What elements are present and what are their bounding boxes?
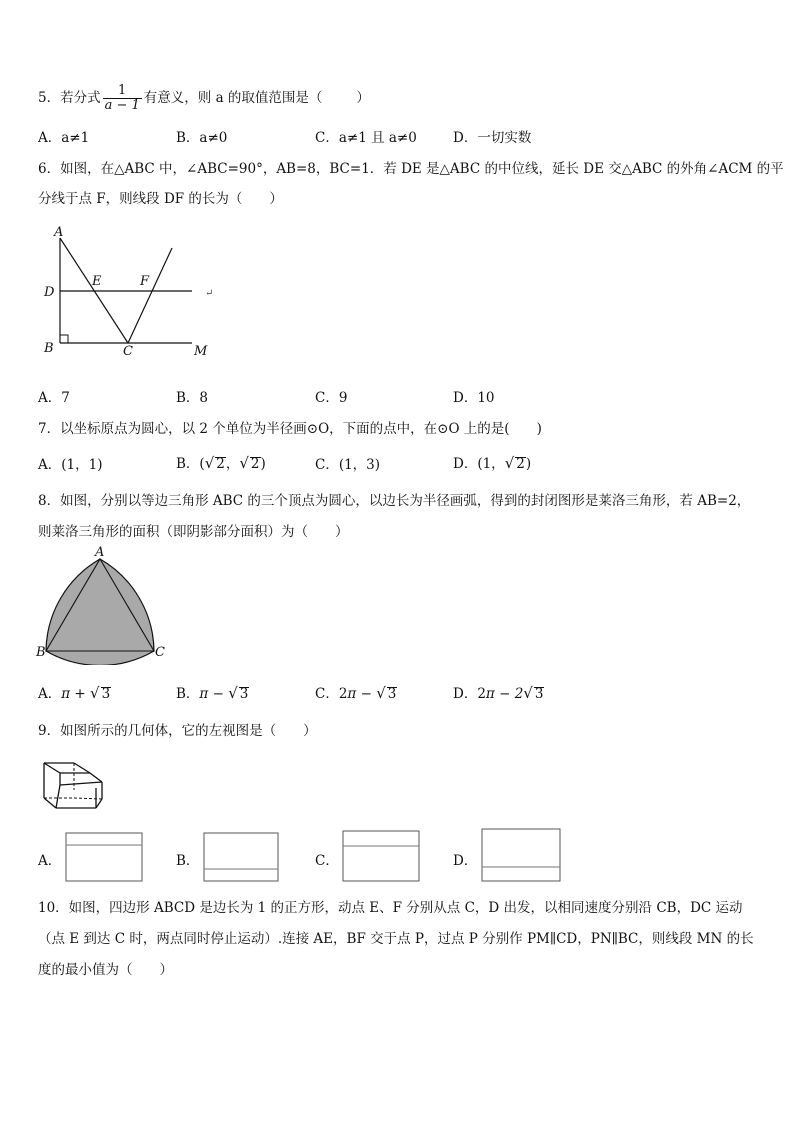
q5-option-c: C．a≠1 且 a≠0 <box>315 130 417 146</box>
q5-prefix: 5．若分式 <box>38 90 101 106</box>
q8-option-b: B．π − √ 3 <box>176 684 249 702</box>
q6-figure <box>40 222 230 362</box>
q7-option-d: D．(1，√ 2) <box>453 454 532 472</box>
q8-option-a-radicand: 3 <box>101 686 111 702</box>
q8-option-d-prefix: D．2 <box>453 686 486 702</box>
q8-option-d-expr: π − 2 <box>485 686 524 702</box>
q8-reuleaux-figure <box>34 543 174 665</box>
q8-label-c: C <box>155 645 165 660</box>
q8-option-c: C．2π − √ 3 <box>315 684 397 702</box>
q8-option-b-prefix: B． <box>176 686 200 702</box>
q6-option-b: B．8 <box>176 390 209 406</box>
q8-option-a-prefix: A． <box>38 686 62 702</box>
q8-label-a: A <box>95 545 105 560</box>
question-9-stem: 9．如图所示的几何体，它的左视图是（ ） <box>38 723 317 739</box>
q7-option-b-suffix: ) <box>260 456 266 472</box>
q5-fraction-denominator: a − 1 <box>104 98 140 113</box>
question-10-line1: 10．如图，四边形 ABCD 是边长为 1 的正方形，动点 E、F 分别从点 C，D 出发，以相同速度分别沿 CB，DC 运动 <box>38 900 743 916</box>
q9-option-d-label: D． <box>453 853 478 869</box>
q6-label-c: C <box>123 344 133 359</box>
q6-line-cf <box>128 248 172 343</box>
q8-option-c-radicand: 3 <box>387 686 397 702</box>
q7-option-d-prefix: D．(1， <box>453 456 505 472</box>
q6-label-d: D <box>44 285 55 300</box>
q7-option-d-radicand: 2 <box>516 456 525 472</box>
q6-label-a: A <box>54 225 64 240</box>
q5-option-a: A．a≠1 <box>38 130 90 146</box>
q7-option-b-radicand-2: 2 <box>250 456 260 472</box>
q8-option-b-expr: π − <box>199 686 229 702</box>
q7-option-b-prefix: B．( <box>176 456 205 472</box>
q9-option-c-label: C． <box>315 853 339 869</box>
question-8-line2: 则莱洛三角形的面积（即阴影部分面积）为（ ） <box>38 524 349 540</box>
q8-reuleaux-shape <box>46 559 154 665</box>
q5-fraction <box>103 84 142 113</box>
q9-option-b-view <box>202 832 282 884</box>
q6-label-f: F <box>140 274 150 289</box>
q9-option-a-view <box>64 832 144 884</box>
q8-option-d: D．2π − 2√ 3 <box>453 684 544 702</box>
q9-option-b-label: B． <box>176 853 200 869</box>
question-8-line1: 8．如图，分别以等边三角形 ABC 的三个顶点为圆心，以边长为半径画弧，得到的封闭图形是莱洛三角形，若 AB=2， <box>38 493 751 509</box>
question-10-line3: 度的最小值为（ ） <box>38 962 173 978</box>
q6-option-a: A．7 <box>38 390 70 406</box>
q9-option-d-view <box>480 828 564 884</box>
q8-option-d-radicand: 3 <box>534 686 544 702</box>
q8-option-c-prefix: C．2 <box>315 686 348 702</box>
q6-return-mark: ↵ <box>205 288 214 299</box>
q6-label-e: E <box>92 274 102 289</box>
q8-option-b-radicand: 3 <box>239 686 249 702</box>
question-6-line1: 6．如图，在△ABC 中，∠ABC=90°，AB=8，BC=1．若 DE 是△ABC 的中位线，延长 DE 交△ABC 的外角∠ACM 的平 <box>38 161 784 177</box>
q7-option-d-suffix: ) <box>525 456 532 472</box>
question-5-stem <box>38 84 370 113</box>
q8-option-c-expr: π − <box>347 686 377 702</box>
question-6-line2: 分线于点 F，则线段 DF 的长为（ ） <box>38 191 283 207</box>
q8-label-b: B <box>36 645 46 660</box>
q7-option-a: A．(1，1) <box>38 457 103 473</box>
q5-option-b: B．a≠0 <box>176 130 228 146</box>
q9-option-c-view <box>341 830 421 884</box>
q8-option-a: A．π + √ 3 <box>38 684 111 702</box>
q5-suffix: 有意义，则 a 的取值范围是（ <box>143 90 323 106</box>
q6-option-d: D．10 <box>453 390 495 406</box>
q7-option-b-mid: ， <box>225 456 240 472</box>
q6-option-c: C．9 <box>315 390 348 406</box>
q7-option-b-radicand-1: 2 <box>216 456 225 472</box>
q9-option-a-label: A． <box>38 853 62 869</box>
q6-label-b: B <box>44 341 54 356</box>
q8-option-a-expr: π + <box>61 686 91 702</box>
q9-solid-figure <box>38 752 110 812</box>
q6-right-angle-mark <box>60 335 68 343</box>
question-10-line2: （点 E 到达 C 时，两点同时停止运动）.连接 AE，BF 交于点 P，过点 P 分别作 PM∥CD，PN∥BC，则线段 MN 的长 <box>38 931 754 947</box>
q6-label-m: M <box>194 344 208 359</box>
q5-option-d: D．一切实数 <box>453 130 532 146</box>
q5-close-paren: ） <box>356 90 370 106</box>
question-7-stem: 7．以坐标原点为圆心，以 2 个单位为半径画⊙O，下面的点中，在⊙O 上的是( ) <box>38 421 542 437</box>
q5-fraction-numerator: 1 <box>103 84 142 99</box>
q7-option-c: C．(1，3) <box>315 457 381 473</box>
q7-option-b: B．(√ 2，√ 2) <box>176 454 266 472</box>
